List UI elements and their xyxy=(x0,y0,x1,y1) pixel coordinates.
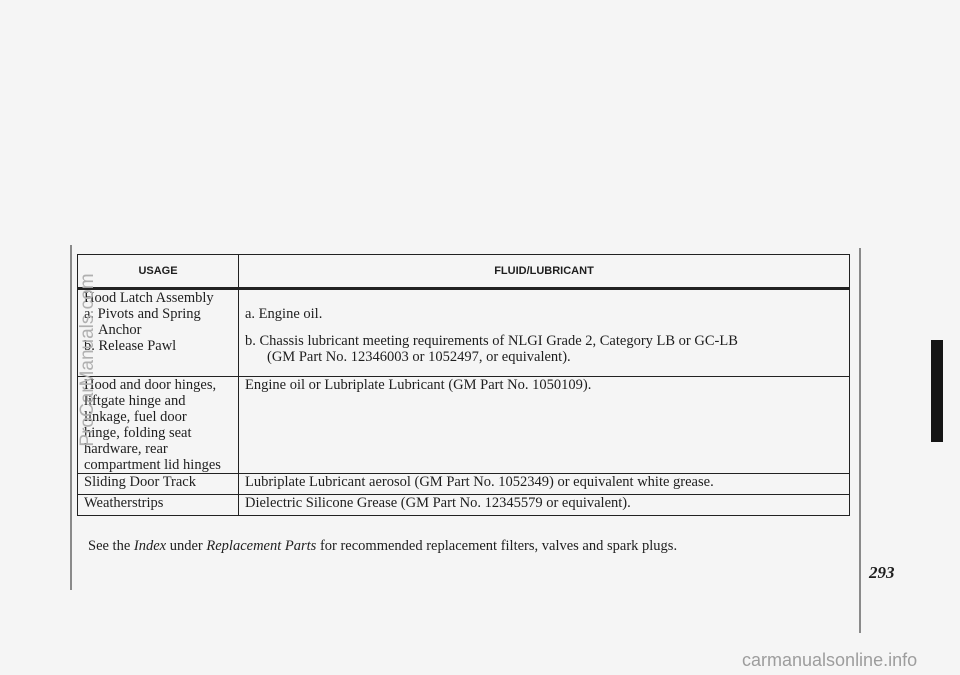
table-row xyxy=(78,495,850,516)
fluid-cell xyxy=(239,289,850,377)
usage-line: Sliding Door Track xyxy=(84,474,196,490)
usage-cell xyxy=(78,474,239,495)
usage-cell xyxy=(78,377,239,474)
usage-cell xyxy=(78,495,239,516)
watermark: ProCarManuals.com xyxy=(77,273,98,447)
usage-line: Anchor xyxy=(98,322,142,338)
note-index-term: Index xyxy=(133,538,167,554)
usage-line: liftgate hinge and xyxy=(84,393,186,409)
note-replacement-parts-term: Replacement Parts xyxy=(206,538,317,554)
fluid-cell xyxy=(239,495,850,516)
usage-line: Hood Latch Assembly xyxy=(84,290,214,306)
fluid-line: Dielectric Silicone Grease (GM Part No. 12345579 or equivalent). xyxy=(245,495,631,511)
fluid-line: Lubriplate Lubricant aerosol (GM Part No. 1052349) or equivalent white grease. xyxy=(245,474,714,490)
table-row xyxy=(78,474,850,495)
fluid-line: b. Chassis lubricant meeting requirements of NLGI Grade 2, Category LB or GC-LB xyxy=(245,333,738,349)
table-header-row xyxy=(78,255,850,289)
site-footer: carmanualsonline.info xyxy=(742,650,918,670)
left-margin-rule xyxy=(70,245,72,590)
usage-header: USAGE xyxy=(78,255,239,289)
note-prefix: See the xyxy=(88,538,134,554)
fluid-line: (GM Part No. 12346003 or 1052497, or equivalent). xyxy=(267,349,571,365)
right-margin-rule xyxy=(859,248,861,633)
note-middle: under xyxy=(166,538,207,554)
fluid-line: a. Engine oil. xyxy=(245,306,323,322)
note-suffix: for recommended replacement filters, valves and spark plugs. xyxy=(316,538,678,554)
lubricant-table xyxy=(77,254,850,516)
section-tab-marker xyxy=(931,340,943,442)
usage-line: hinge, folding seat xyxy=(84,425,192,441)
usage-line: Weatherstrips xyxy=(84,495,164,511)
page-number: 293 xyxy=(869,563,895,582)
usage-line: b. Release Pawl xyxy=(84,338,177,354)
usage-line: Hood and door hinges, xyxy=(84,377,217,393)
usage-line: a. Pivots and Spring xyxy=(84,306,201,322)
fluid-header: FLUID/LUBRICANT xyxy=(239,255,850,289)
usage-cell xyxy=(78,289,239,377)
replacement-parts-note xyxy=(88,538,848,555)
usage-line: compartment lid hinges xyxy=(84,457,221,473)
usage-line: hardware, rear xyxy=(84,441,168,457)
fluid-cell xyxy=(239,377,850,474)
fluid-line: Engine oil or Lubriplate Lubricant (GM Part No. 1050109). xyxy=(245,377,592,393)
usage-line: linkage, fuel door xyxy=(84,409,187,425)
table-row xyxy=(78,377,850,474)
fluid-cell xyxy=(239,474,850,495)
table-row xyxy=(78,289,850,377)
